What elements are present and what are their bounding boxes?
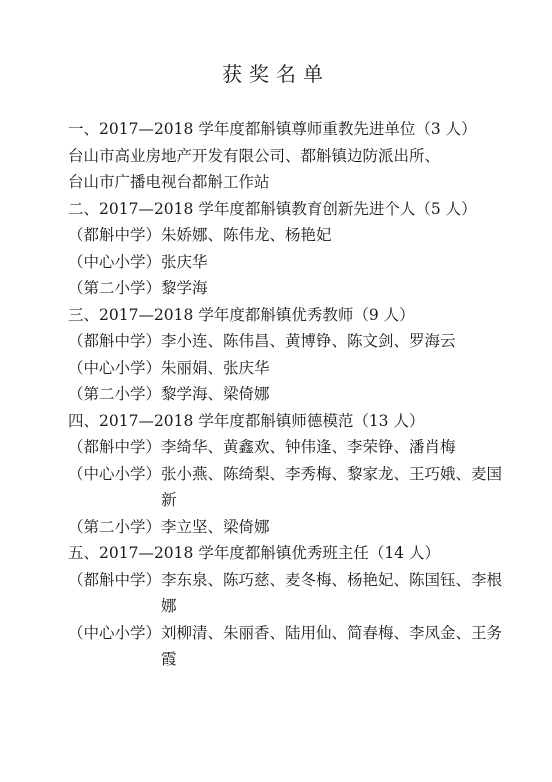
section-heading: 四、2017—2018 学年度都斛镇师德模范（13 人） <box>68 411 425 430</box>
award-list <box>68 116 508 673</box>
school-tag: （都斛中学） <box>68 226 162 244</box>
section-heading: 二、2017—2018 学年度都斛镇教育创新先进个人（5 人） <box>68 199 477 218</box>
school-tag: （中心小学） <box>68 358 162 377</box>
school-group <box>68 620 508 673</box>
school-tag: （中心小学） <box>68 464 162 483</box>
school-tag: （第二小学） <box>68 517 162 536</box>
school-tag: （都斛中学） <box>68 332 162 350</box>
school-tag: （第二小学） <box>68 385 162 403</box>
name-list: 朱娇娜、陈伟龙、杨艳妃 <box>161 226 332 244</box>
school-tag: （第二小学） <box>68 279 162 297</box>
name-list: 李绮华、黄鑫欢、钟伟逢、李荣铮、潘肖梅 <box>161 438 456 456</box>
section-2 <box>68 196 508 302</box>
school-group <box>68 328 508 355</box>
section-4 <box>68 408 508 541</box>
name-list: 黎学海 <box>161 279 208 297</box>
section-1 <box>68 116 508 196</box>
unit-line: 台山市广播电视台都斛工作站 <box>68 173 270 191</box>
name-list: 刘柳清、朱丽香、陆用仙、简春梅、李凤金、王务霞 <box>161 623 503 668</box>
school-group <box>68 222 508 249</box>
name-list: 李小连、陈伟昌、黄博铮、陈文剑、罗海云 <box>161 332 456 350</box>
school-group <box>68 434 508 461</box>
school-group <box>68 567 508 620</box>
school-tag: （都斛中学） <box>68 438 162 456</box>
section-3 <box>68 302 508 408</box>
section-heading: 三、2017—2018 学年度都斛镇优秀教师（9 人） <box>68 305 415 324</box>
section-heading: 一、2017—2018 学年度都斛镇尊师重教先进单位（3 人） <box>68 120 477 138</box>
school-group <box>68 461 508 514</box>
school-group <box>68 514 508 541</box>
document-title: 获奖名单 <box>222 62 330 86</box>
school-tag: （中心小学） <box>68 252 162 271</box>
school-tag: （都斛中学） <box>68 570 162 589</box>
school-tag: （中心小学） <box>68 623 162 642</box>
school-group <box>68 249 508 276</box>
name-list: 李东泉、陈巧慈、麦冬梅、杨艳妃、陈国钰、李根娜 <box>161 570 503 615</box>
name-list: 黎学海、梁倚娜 <box>161 385 270 403</box>
name-list: 张小燕、陈绮梨、李秀梅、黎家龙、王巧娥、麦国新 <box>161 464 503 509</box>
section-5 <box>68 540 508 673</box>
section-heading: 五、2017—2018 学年度都斛镇优秀班主任（14 人） <box>68 544 440 562</box>
school-group <box>68 381 508 408</box>
name-list: 李立坚、梁倚娜 <box>161 517 270 536</box>
name-list: 张庆华 <box>161 252 208 271</box>
school-group <box>68 355 508 382</box>
unit-line: 台山市高业房地产开发有限公司、都斛镇边防派出所、 <box>68 146 441 165</box>
school-group <box>68 275 508 302</box>
name-list: 朱丽娟、张庆华 <box>161 358 270 377</box>
